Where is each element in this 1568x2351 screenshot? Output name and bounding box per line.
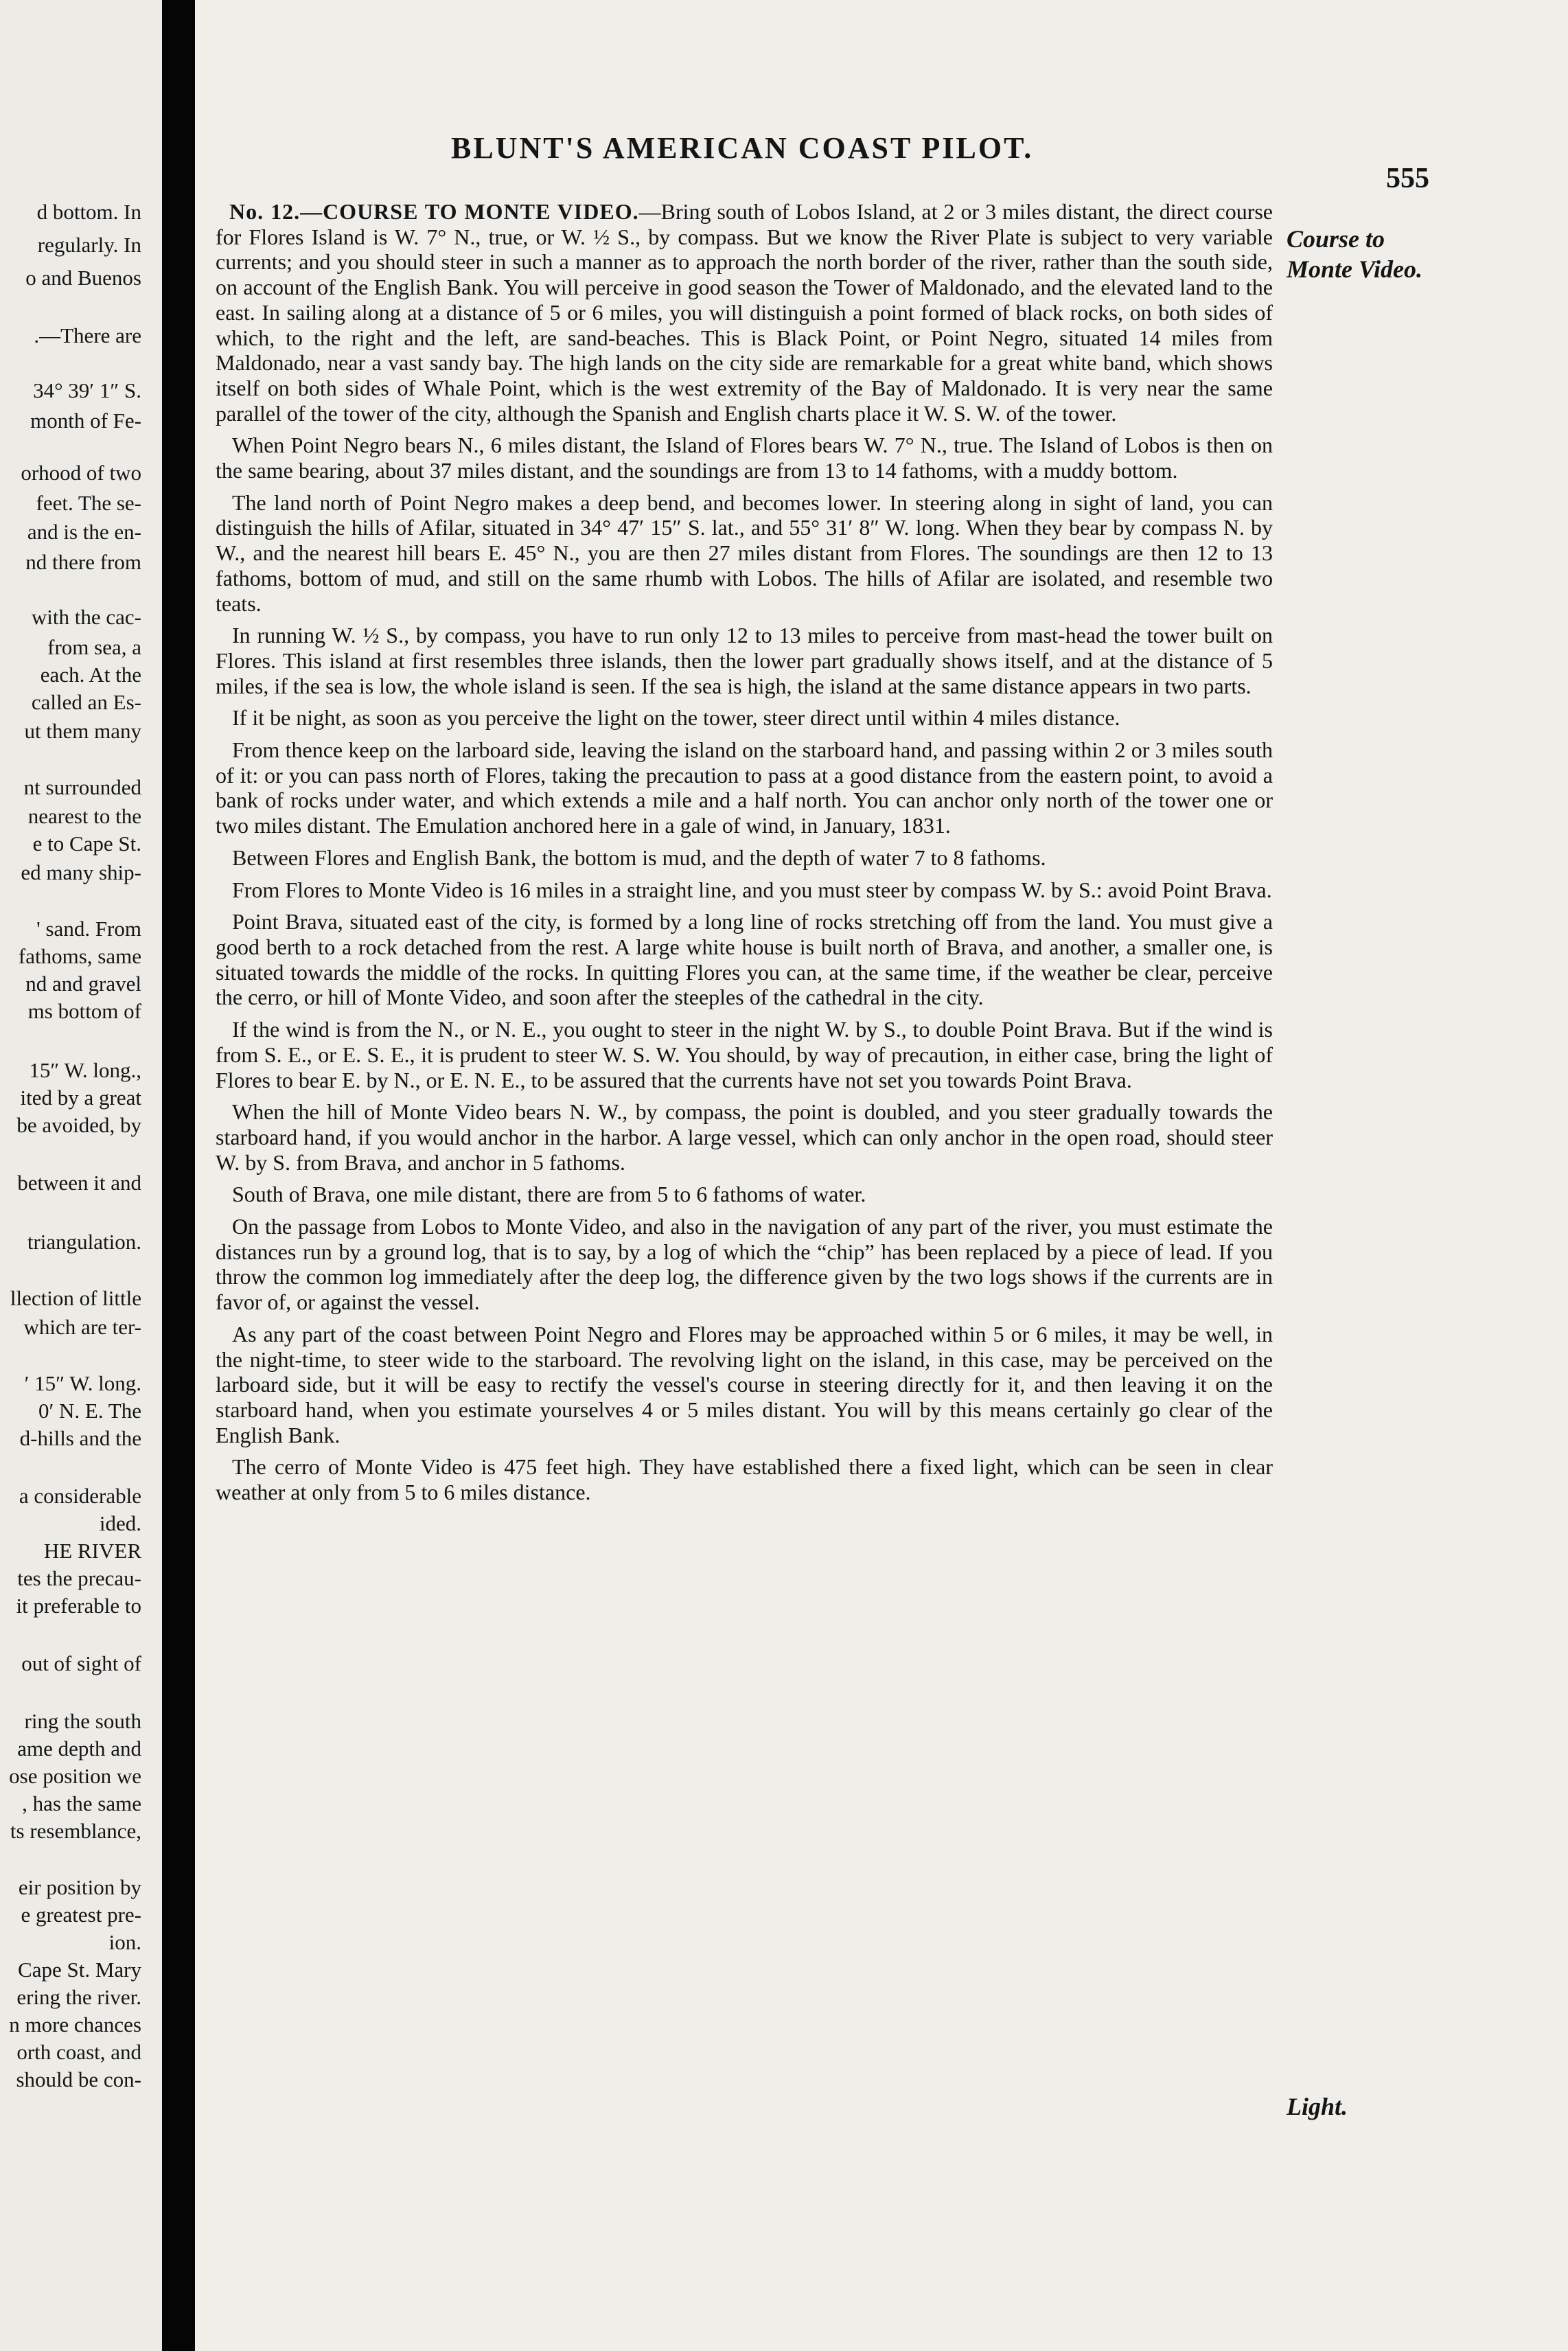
page-number: 555 bbox=[1386, 163, 1429, 194]
facing-page-line: orth coast, and bbox=[16, 2040, 141, 2064]
facing-page-line: 15″ W. long., bbox=[29, 1058, 141, 1082]
paragraph-9: Point Brava, situated east of the city, is formed by a long line of rocks stretching off from the land. You must give a good berth to a rock detached from the rest. A large white house is built north of Brava, and another, a smaller one, is situated towards the middle of the rocks. In quitting Flores you can, at the same time, if the weather be clear, perceive the cerro, or hill of Monte Video, and soon after the steeples of the cathedral in the city. bbox=[216, 909, 1273, 1010]
book-gutter bbox=[162, 0, 195, 2351]
facing-page-line: between it and bbox=[17, 1171, 141, 1195]
facing-page-line: called an Es- bbox=[31, 690, 141, 714]
paragraph-8: From Flores to Monte Video is 16 miles in a straight line, and you must steer by compass W. by S.: avoid Point Brava. bbox=[232, 877, 1272, 902]
facing-page-line: llection of little bbox=[10, 1286, 141, 1310]
running-head: BLUNT'S AMERICAN COAST PILOT. bbox=[451, 131, 1034, 165]
facing-page-line: which are ter- bbox=[23, 1315, 141, 1339]
paragraph-3: The land north of Point Negro makes a deep bend, and becomes lower. In steering along in sight of land, you can distinguish the hills of Afilar, situated in 34° 47′ 15″ S. lat., and 55° 31′ 8″ W. long. When they bear by compass N. by W., and the nearest hill bears E. 45° N., you are then 27 miles distant from Flores. The soundings are then 12 to 13 fathoms, bottom of mud, and still on the same rhumb with Lobos. The hills of Afilar are isolated, and resemble two teats. bbox=[216, 490, 1273, 616]
facing-page-line: ′ 15″ W. long. bbox=[24, 1371, 141, 1395]
paragraph-2: When Point Negro bears N., 6 miles distant, the Island of Flores bears W. 7° N., true. The Island of Lobos is then on the same bearing, about 37 miles distant, and the soundings are from 13 to 14 fathoms, with a muddy bottom. bbox=[216, 433, 1273, 483]
facing-page-line: ame depth and bbox=[17, 1736, 141, 1761]
facing-page-line: fathoms, same bbox=[18, 944, 141, 968]
paragraph-1 bbox=[216, 199, 1273, 426]
facing-page-line: orhood of two bbox=[21, 461, 141, 485]
book-page bbox=[195, 0, 1568, 2351]
paragraph-6: From thence keep on the larboard side, leaving the island on the starboard hand, and passing within 2 or 3 miles south of it: or you can pass north of Flores, taking the precaution to pass at a good distance from the eastern point, to avoid a bank of rocks under water, and which extends a mile and a half north. You can anchor only north of the tower one or two miles distant. The Emulation anchored here in a gale of wind, in January, 1831. bbox=[216, 737, 1273, 838]
facing-page-line: .—There are bbox=[34, 323, 141, 347]
facing-page-line: 0′ N. E. The bbox=[38, 1399, 141, 1423]
facing-page-line: a considerable bbox=[19, 1484, 141, 1508]
facing-page-line: it preferable to bbox=[16, 1594, 141, 1618]
facing-page-line: nd there from bbox=[25, 550, 141, 574]
paragraph-14: As any part of the coast between Point Negro and Flores may be approached within 5 or 6 miles, it may be well, in the night-time, to steer wide to the starboard. The revolving light on the island, in this case, may be perceived on the larboard side, but it will be easy to rectify the vessel's course in steering directly for it, and then leaving it on the starboard hand, when you estimate yourselves 4 or 5 miles distant. You will by this means certainly go clear of the English Bank. bbox=[216, 1321, 1273, 1447]
section-heading: No. 12.—COURSE TO MONTE VIDEO. bbox=[229, 199, 639, 224]
facing-page-line: be avoided, by bbox=[16, 1113, 141, 1137]
paragraph-4: In running W. ½ S., by compass, you have to run only 12 to 13 miles to perceive from mast-head the tower built on Flores. This island at first resembles three islands, then the lower part gradually shows itself, and at the distance of 5 miles, if the sea is low, the whole island is seen. If the sea is high, the island at the same distance appears in two parts. bbox=[216, 623, 1273, 698]
facing-page-line: 34° 39′ 1″ S. bbox=[33, 378, 141, 402]
body-text bbox=[216, 199, 1273, 1512]
paragraph-7: Between Flores and English Bank, the bottom is mud, and the depth of water 7 to 8 fathoms. bbox=[232, 845, 1046, 870]
facing-page-line: ms bottom of bbox=[27, 999, 141, 1023]
facing-page-line: each. At the bbox=[40, 663, 141, 687]
facing-page-line: out of sight of bbox=[21, 1651, 141, 1675]
facing-page-line: ts resemblance, bbox=[10, 1819, 141, 1843]
facing-page-line: with the cac- bbox=[31, 605, 141, 629]
paragraph-12: South of Brava, one mile distant, there are from 5 to 6 fathoms of water. bbox=[232, 1182, 866, 1207]
facing-page-line: ion. bbox=[108, 1930, 141, 1954]
facing-page-fragment bbox=[0, 0, 162, 2351]
facing-page-line: ering the river. bbox=[16, 1985, 141, 2009]
facing-page-line: eir position by bbox=[18, 1875, 141, 1899]
marginal-note-light: Light. bbox=[1287, 2093, 1348, 2120]
facing-page-line: regularly. In bbox=[37, 233, 141, 257]
facing-page-line: d-hills and the bbox=[19, 1426, 141, 1450]
facing-page-line: ited by a great bbox=[20, 1086, 141, 1110]
facing-page-line: ided. bbox=[99, 1511, 141, 1535]
paragraph-10: If the wind is from the N., or N. E., you ought to steer in the night W. by S., to double Point Brava. But if the wind is from S. E., or E. S. E., it is prudent to steer W. S. W. You should, by way of precaution, in either case, bring the light of Flores to bear E. by N., or E. N. E., to be assured that the currents have not set you towards Point Brava. bbox=[216, 1017, 1273, 1092]
facing-page-line: feet. The se- bbox=[36, 491, 141, 515]
facing-page-line: tes the precau- bbox=[17, 1566, 141, 1590]
paragraph-13: On the passage from Lobos to Monte Video, and also in the navigation of any part of the river, you must estimate the distances run by a ground log, that is to say, by a log of which the “chip” has been replaced by a piece of lead. If you throw the common log immediately after the deep log, the difference given by the two logs shows if the currents are in favor of, or against the vessel. bbox=[216, 1214, 1273, 1315]
facing-page-line: nt surrounded bbox=[23, 775, 141, 799]
facing-page-line: should be con- bbox=[16, 2067, 141, 2091]
facing-page-line: ed many ship- bbox=[21, 860, 141, 884]
paragraph-1-text: —Bring south of Lobos Island, at 2 or 3 miles distant, the direct course for Flores Island is W. 7° N., true, or W. ½ S., by compass. But we know the River Plate is subject to very variable currents; and you should steer in such a manner as to approach the north border of the river, rather than the south side, on account of the English Bank. You will perceive in good season the Tower of Maldonado, and the elevated land to the east. In sailing along at a distance of 5 or 6 miles, you will distinguish a point formed of black rocks, on both sides of which, to the right and the left, are sand-beaches. This is Black Point, or Point Negro, situated 14 miles from Maldonado, near a vast sandy bay. The high lands on the city side are remarkable for a great white band, which shows itself on both sides of Whale Point, which is the west extremity of the Bay of Maldonado. It is very near the same parallel of the tower of the city, although the Spanish and English charts place it W. S. W. of the tower. bbox=[216, 199, 1273, 426]
paragraph-11: When the hill of Monte Video bears N. W., by compass, the point is doubled, and you steer gradually towards the starboard hand, if you would anchor in the harbor. A large vessel, which can only anchor in the open road, should steer W. by S. from Brava, and anchor in 5 fathoms. bbox=[216, 1099, 1273, 1175]
facing-page-line: d bottom. In bbox=[36, 200, 141, 224]
facing-page-line: triangulation. bbox=[27, 1230, 141, 1254]
facing-page-line: , has the same bbox=[22, 1791, 141, 1815]
facing-page-line: ut them many bbox=[24, 719, 141, 743]
facing-page-line: ring the south bbox=[24, 1709, 141, 1733]
paragraph-15: The cerro of Monte Video is 475 feet high. They have established there a fixed light, which can be seen in clear weather at only from 5 to 6 miles distance. bbox=[216, 1454, 1273, 1505]
facing-page-line: n more chances bbox=[9, 2012, 141, 2037]
facing-page-line: month of Fe- bbox=[30, 409, 141, 433]
facing-page-line: o and Buenos bbox=[25, 266, 141, 290]
marginal-note-course bbox=[1287, 224, 1465, 284]
facing-page-line: e greatest pre- bbox=[21, 1903, 141, 1927]
paragraph-5: If it be night, as soon as you perceive the light on the tower, steer direct until within 4 miles distance. bbox=[232, 705, 1120, 731]
facing-page-line: from sea, a bbox=[47, 635, 141, 659]
marginal-note-course-line1: Course to bbox=[1287, 225, 1385, 253]
marginal-note-course-line2: Monte Video. bbox=[1287, 255, 1423, 283]
facing-page-line: nd and gravel bbox=[25, 972, 141, 996]
facing-page-line: and is the en- bbox=[27, 520, 141, 544]
facing-page-line: HE RIVER bbox=[43, 1539, 141, 1563]
facing-page-line: ose position we bbox=[9, 1764, 141, 1788]
facing-page-line: nearest to the bbox=[27, 804, 141, 828]
facing-page-line: Cape St. Mary bbox=[18, 1958, 141, 1982]
facing-page-line: e to Cape St. bbox=[32, 832, 141, 856]
facing-page-line: ' sand. From bbox=[36, 917, 141, 941]
